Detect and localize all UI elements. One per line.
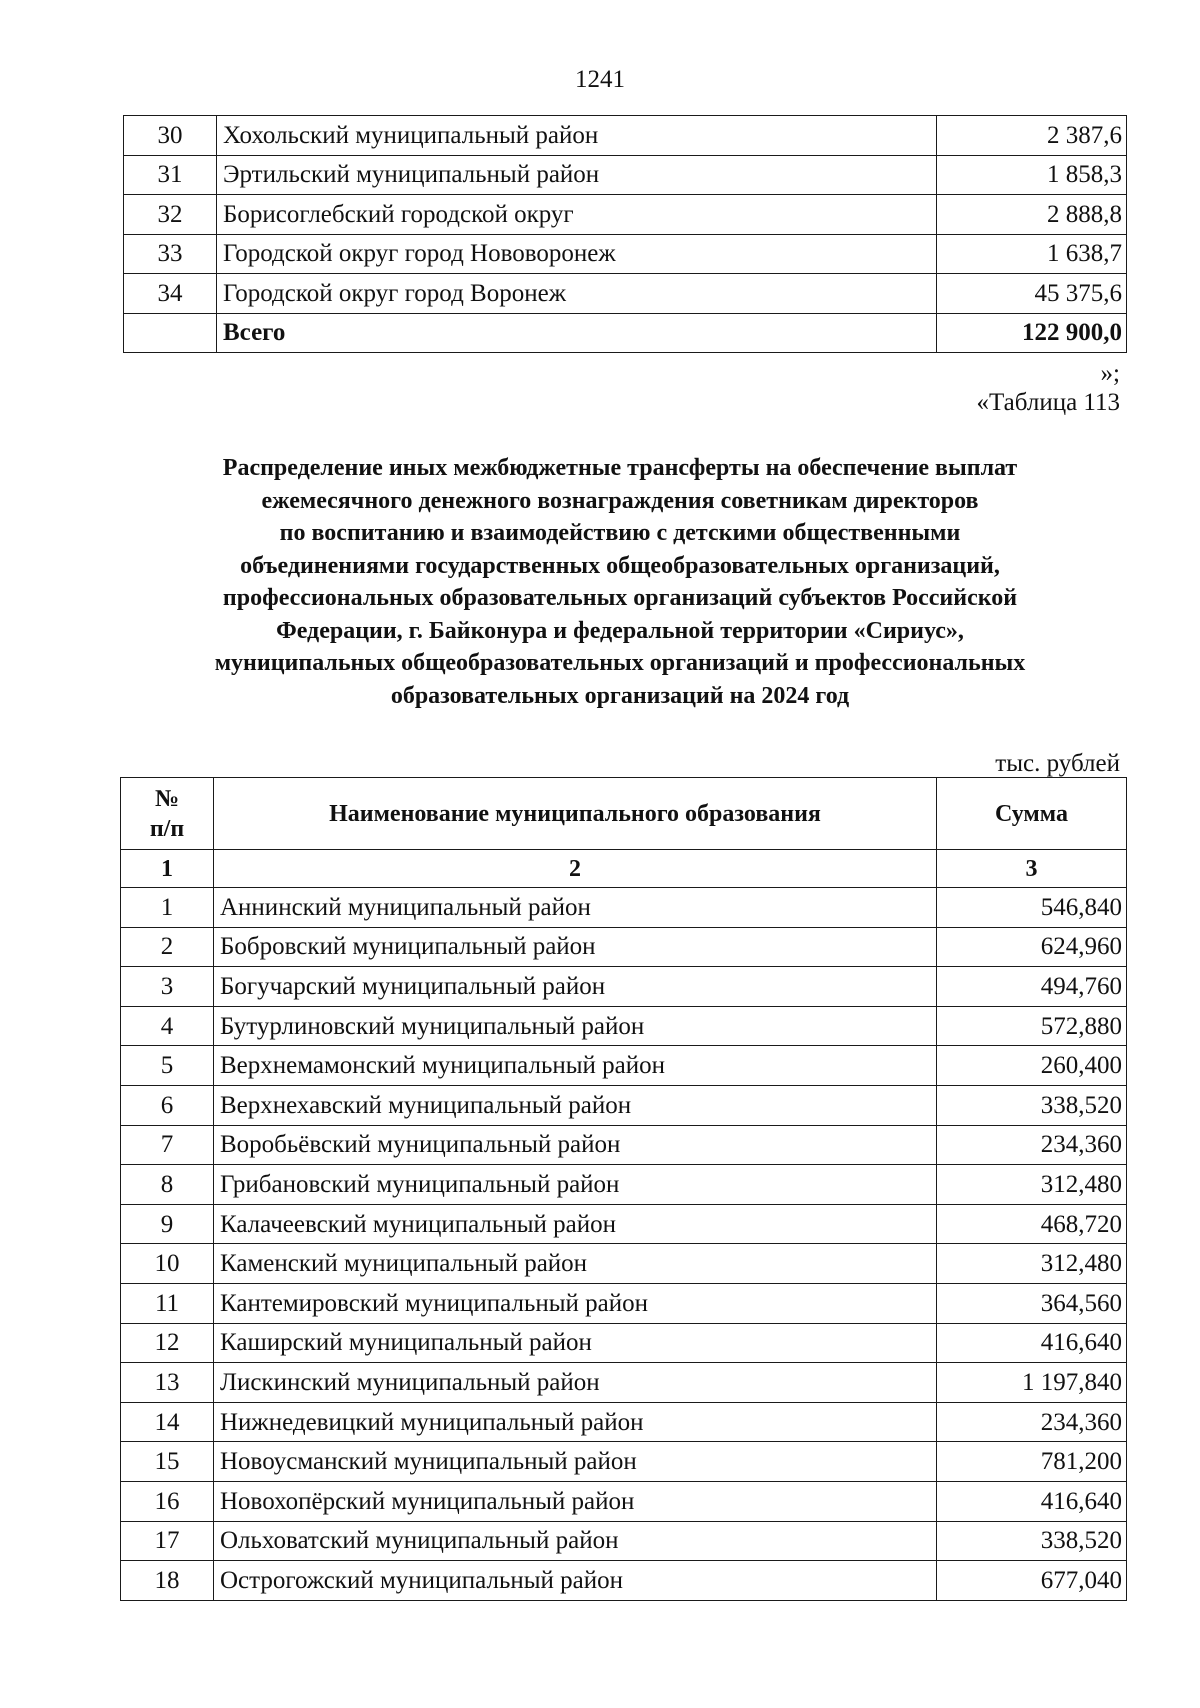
title-line: по воспитанию и взаимодействию с детскими общественными [279,520,961,546]
units-label: тыс. рублей [995,750,1120,777]
amount: 546,840 [937,888,1127,928]
amount: 572,880 [937,1006,1127,1046]
column-index: 1 [121,850,214,888]
table-row [124,116,1127,156]
row-number: 6 [121,1085,214,1125]
amount: 45 375,6 [937,274,1127,314]
amount: 260,400 [937,1046,1127,1086]
amount: 677,040 [937,1561,1127,1601]
amount: 2 888,8 [937,195,1127,235]
header-row [121,778,1127,850]
amount: 234,360 [937,1402,1127,1442]
amount: 1 197,840 [937,1363,1127,1403]
table-row [121,1125,1127,1165]
closing-quote: »; [1100,360,1120,387]
row-number: 9 [121,1204,214,1244]
row-number: 13 [121,1363,214,1403]
previous-table-continuation [123,115,1127,353]
table-row [121,1442,1127,1482]
title-line: объединениями государственных общеобразовательных организаций, [240,552,1000,579]
municipality-name: Борисоглебский городской округ [217,195,937,235]
header-sum: Сумма [937,778,1127,850]
table-row [121,1165,1127,1205]
municipality-name: Кантемировский муниципальный район [214,1283,937,1323]
amount: 781,200 [937,1442,1127,1482]
municipality-name: Аннинский муниципальный район [214,888,937,928]
column-index-row [121,850,1127,888]
amount: 234,360 [937,1125,1127,1165]
table-row [121,1363,1127,1403]
table-row [121,1204,1127,1244]
row-number: 1 [121,888,214,928]
municipality-name: Городской округ город Нововоронеж [217,234,937,274]
municipality-name: Верхнехавский муниципальный район [214,1085,937,1125]
table-row [124,234,1127,274]
municipality-name: Верхнемамонский муниципальный район [214,1046,937,1086]
municipality-name: Богучарский муниципальный район [214,967,937,1007]
municipality-name: Бобровский муниципальный район [214,927,937,967]
municipality-name: Воробьёвский муниципальный район [214,1125,937,1165]
table-row [121,967,1127,1007]
page-number: 1241 [575,66,625,93]
column-index: 2 [214,850,937,888]
row-number: 33 [124,234,217,274]
table-row [124,274,1127,314]
amount: 1 638,7 [937,234,1127,274]
row-number: 30 [124,116,217,156]
table-header [121,778,1127,888]
row-number: 18 [121,1561,214,1601]
row-number: 2 [121,927,214,967]
table-row [121,1481,1127,1521]
municipality-name: Бутурлиновский муниципальный район [214,1006,937,1046]
amount: 312,480 [937,1244,1127,1284]
total-label: Всего [217,313,937,353]
title-line: ежемесячного денежного вознаграждения советникам директоров [261,487,979,514]
table-row [121,1521,1127,1561]
municipality-name: Каширский муниципальный район [214,1323,937,1363]
row-number: 16 [121,1481,214,1521]
table-row [124,155,1127,195]
amount: 624,960 [937,927,1127,967]
row-number: 3 [121,967,214,1007]
title-line: муниципальных общеобразовательных организаций и профессиональных [214,650,1026,676]
total-row-number [124,313,217,353]
row-number: 34 [124,274,217,314]
row-number: 7 [121,1125,214,1165]
table-body [121,888,1127,1601]
row-number: 4 [121,1006,214,1046]
total-row [124,313,1127,353]
municipality-name: Эртильский муниципальный район [217,155,937,195]
column-index: 3 [937,850,1127,888]
table-row [121,927,1127,967]
municipality-name: Новоусманский муниципальный район [214,1442,937,1482]
row-number: 15 [121,1442,214,1482]
municipality-name: Калачеевский муниципальный район [214,1204,937,1244]
table-row [121,1561,1127,1601]
row-number: 14 [121,1402,214,1442]
amount: 312,480 [937,1165,1127,1205]
municipality-name: Новохопёрский муниципальный район [214,1481,937,1521]
municipality-name: Грибановский муниципальный район [214,1165,937,1205]
municipality-name: Ольховатский муниципальный район [214,1521,937,1561]
row-number: 11 [121,1283,214,1323]
header-number-line2: п/п [149,815,185,842]
municipality-name: Острогожский муниципальный район [214,1561,937,1601]
total-amount: 122 900,0 [937,313,1127,353]
municipality-name: Городской округ город Воронеж [217,274,937,314]
table-row [121,1323,1127,1363]
municipality-name: Лискинский муниципальный район [214,1363,937,1403]
distribution-table [120,777,1127,1601]
header-number-line1: № [154,785,180,812]
amount: 1 858,3 [937,155,1127,195]
amount: 468,720 [937,1204,1127,1244]
row-number: 10 [121,1244,214,1284]
amount: 2 387,6 [937,116,1127,156]
row-number: 12 [121,1323,214,1363]
row-number: 17 [121,1521,214,1561]
row-number: 8 [121,1165,214,1205]
title-line: Распределение иных межбюджетные трансферты на обеспечение выплат [222,455,1018,481]
table-row [121,888,1127,928]
municipality-name: Хохольский муниципальный район [217,116,937,156]
amount: 338,520 [937,1085,1127,1125]
municipality-name: Каменский муниципальный район [214,1244,937,1284]
title-line: образовательных организаций на 2024 год [390,682,850,709]
table-row [121,1402,1127,1442]
row-number: 32 [124,195,217,235]
table-caption: «Таблица 113 [976,389,1120,416]
table-row [121,1046,1127,1086]
amount: 416,640 [937,1481,1127,1521]
table-row [121,1283,1127,1323]
amount: 494,760 [937,967,1127,1007]
municipality-name: Нижнедевицкий муниципальный район [214,1402,937,1442]
row-number: 31 [124,155,217,195]
table-row [121,1085,1127,1125]
title-line: профессиональных образовательных организаций субъектов Российской [222,585,1018,611]
row-number: 5 [121,1046,214,1086]
amount: 338,520 [937,1521,1127,1561]
table-row [121,1006,1127,1046]
title-line: Федерации, г. Байконура и федеральной территории «Сириус», [276,617,964,644]
previous-table-body [124,116,1127,353]
header-name: Наименование муниципального образования [214,778,937,850]
table-row [121,1244,1127,1284]
document-title [100,452,1140,712]
table-row [124,195,1127,235]
amount: 364,560 [937,1283,1127,1323]
header-number [121,778,214,850]
amount: 416,640 [937,1323,1127,1363]
